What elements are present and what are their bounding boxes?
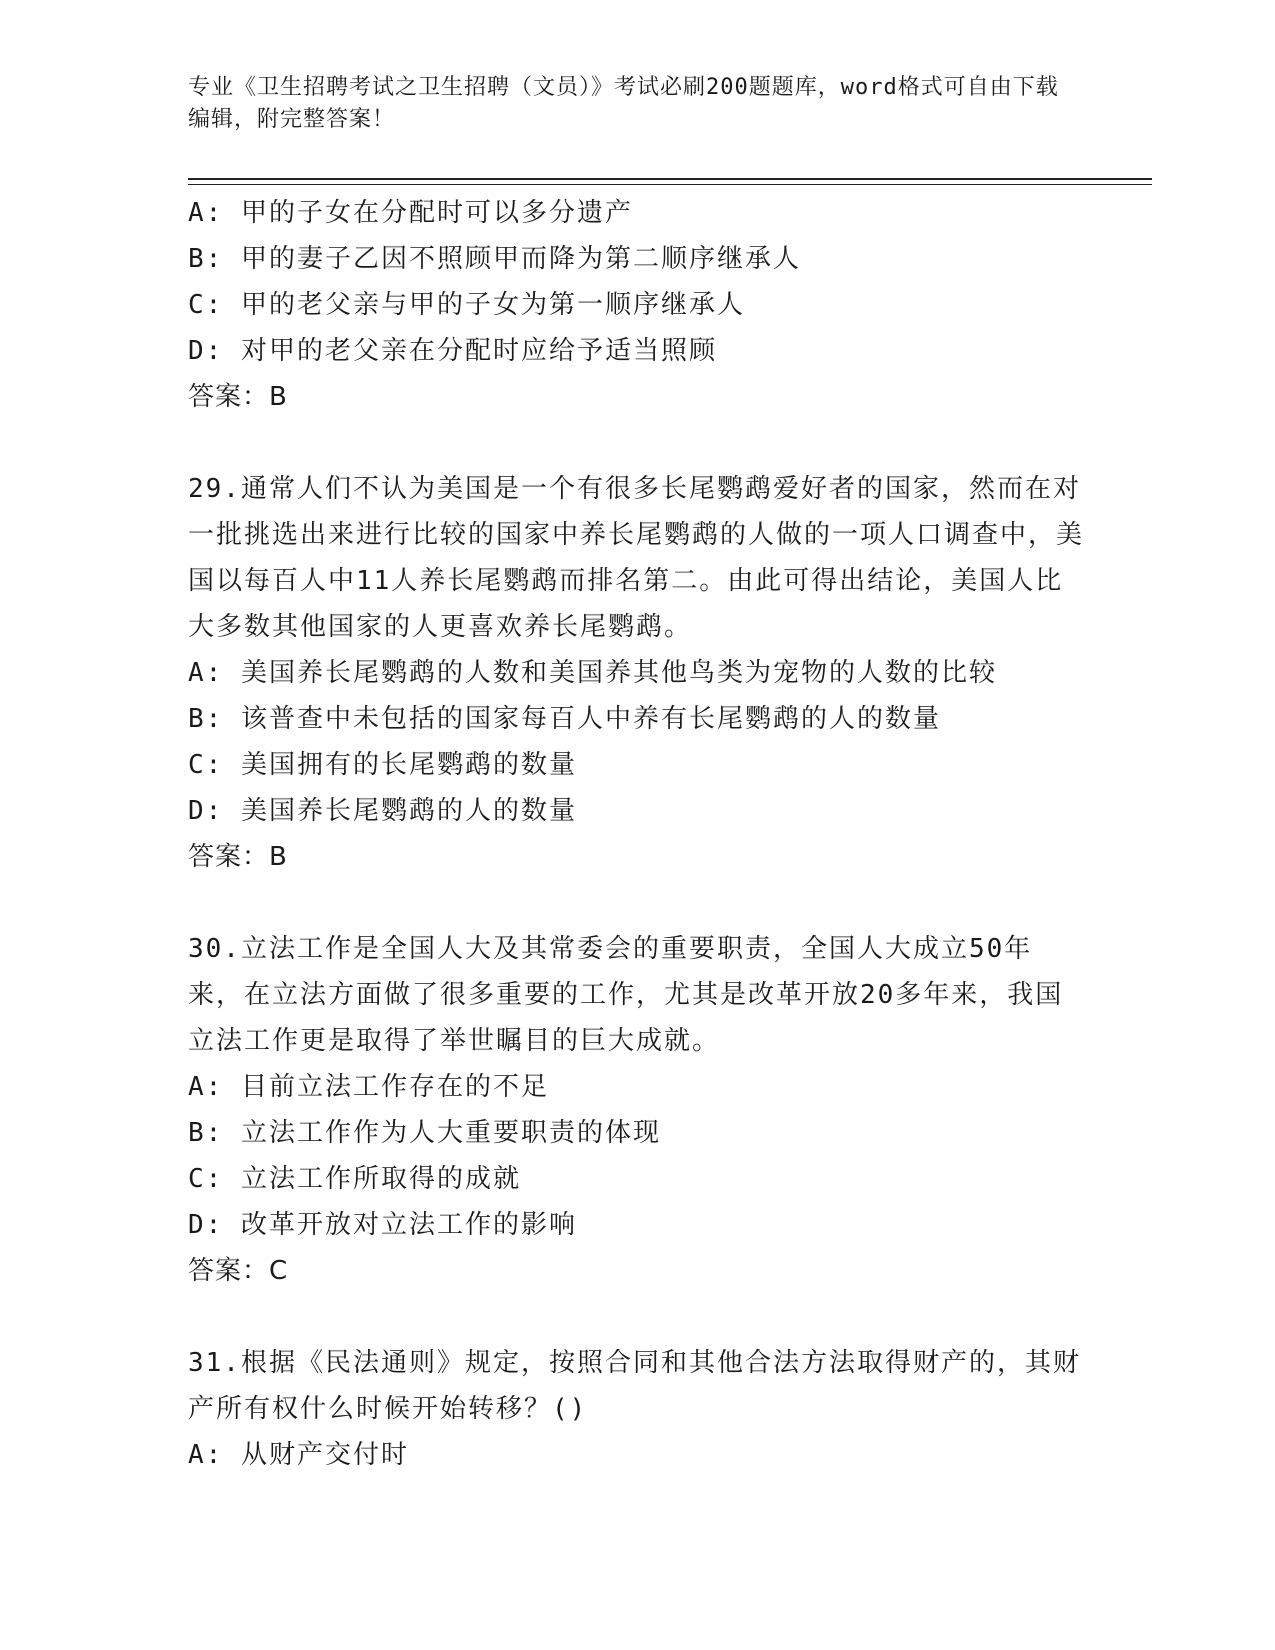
option-d: D: 对甲的老父亲在分配时应给予适当照顾 (188, 336, 717, 366)
option-a: A: 目前立法工作存在的不足 (188, 1072, 549, 1102)
option-c: C: 甲的老父亲与甲的子女为第一顺序继承人 (188, 290, 745, 320)
header-rule-thin (188, 184, 1152, 185)
answer-line: 答案：B (188, 382, 288, 412)
option-c: C: 立法工作所取得的成就 (188, 1164, 521, 1194)
option-a: A: 美国养长尾鹦鹉的人数和美国养其他鸟类为宠物的人数的比较 (188, 658, 997, 688)
question-stem: 30.立法工作是全国人大及其常委会的重要职责，全国人大成立50年来，在立法方面做了很多重要的工作，尤其是改革开放20多年来，我国立法工作更是取得了举世瞩目的巨大成就。 (188, 934, 1064, 1056)
option-d: D: 美国养长尾鹦鹉的人的数量 (188, 796, 577, 826)
option-b: B: 立法工作作为人大重要职责的体现 (188, 1118, 661, 1148)
question-stem: 29.通常人们不认为美国是一个有很多长尾鹦鹉爱好者的国家，然而在对一批挑选出来进行比较的国家中养长尾鹦鹉的人做的一项人口调查中，美国以每百人中11人养长尾鹦鹉而排名第二。由此可得出结论，美国人比大多数其他国家的人更喜欢养长尾鹦鹉。 (188, 474, 1085, 642)
answer-line: 答案：C (188, 1256, 289, 1286)
spacer (188, 1294, 1088, 1340)
question-stem: 31.根据《民法通则》规定，按照合同和其他合法方法取得财产的，其财产所有权什么时候开始转移？() (188, 1348, 1081, 1424)
question-28-block (188, 190, 1088, 420)
page-header: 专业《卫生招聘考试之卫生招聘（文员）》考试必刷200题题库，word格式可自由下载编辑，附完整答案！ (188, 75, 1059, 132)
spacer (188, 880, 1088, 926)
question-31-block (188, 1340, 1088, 1478)
question-30-block (188, 926, 1088, 1294)
question-29-block (188, 466, 1088, 880)
option-c: C: 美国拥有的长尾鹦鹉的数量 (188, 750, 577, 780)
option-b: B: 该普查中未包括的国家每百人中养有长尾鹦鹉的人的数量 (188, 704, 941, 734)
option-a: A: 甲的子女在分配时可以多分遗产 (188, 198, 633, 228)
spacer (188, 420, 1088, 466)
option-a: A: 从财产交付时 (188, 1440, 409, 1470)
answer-line: 答案：B (188, 842, 288, 872)
question-content (188, 190, 1088, 1478)
option-b: B: 甲的妻子乙因不照顾甲而降为第二顺序继承人 (188, 244, 801, 274)
header-rule-thick (188, 178, 1152, 180)
option-d: D: 改革开放对立法工作的影响 (188, 1210, 577, 1240)
